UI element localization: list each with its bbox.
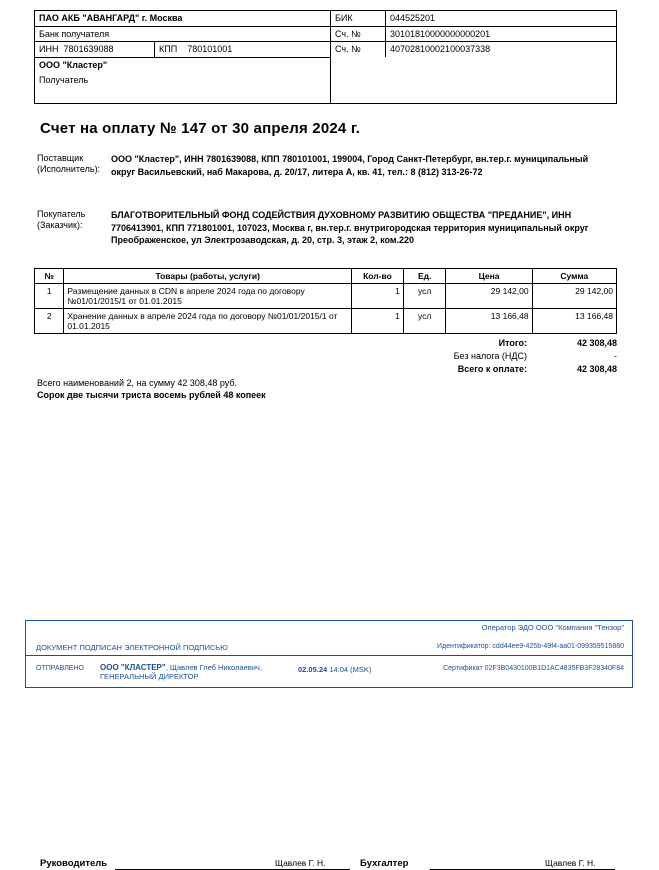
recipient-label: Получатель xyxy=(39,75,89,85)
payable-row xyxy=(277,363,617,376)
table-row xyxy=(35,309,617,334)
buyer-value: БЛАГОТВОРИТЕЛЬНЫЙ ФОНД СОДЕЙСТВИЯ ДУХОВНОМУ РАЗВИТИЮ ОБЩЕСТВА "ПРЕДАНИЕ", ИНН 7706413901, КПП 771801001, 107023, Москва г, вн.тер.г. внутригородская территория муниципальный округ Преображенское, ул Электрозаводская, д. 20, стр. 3, этаж 2, ком.220 xyxy=(111,210,589,245)
accountant-label: Бухгалтер xyxy=(360,858,409,869)
bank-details-block xyxy=(34,10,617,104)
account-value: 40702810002100037338 xyxy=(390,44,491,54)
payable-value: 42 308,48 xyxy=(576,364,617,374)
th-unit: Ед. xyxy=(403,269,446,284)
corr-account-label: Сч. № xyxy=(331,27,386,42)
cell-number: 1 xyxy=(35,284,64,309)
vat-value: - xyxy=(614,351,617,361)
cell-qty: 1 xyxy=(352,284,404,309)
director-label: Руководитель xyxy=(40,858,108,869)
stamp-date xyxy=(298,665,371,674)
th-price: Цена xyxy=(446,269,532,284)
total-row xyxy=(277,337,617,350)
page-title: Счет на оплату № 147 от 30 апреля 2024 г. xyxy=(40,120,361,137)
buyer-label-line1: Покупатель xyxy=(37,209,86,219)
stamp-certificate: Сертификат 02F3B0430100B1D1AC4835FB3F28340F84 xyxy=(443,665,624,672)
supplier-label-line1: Поставщик xyxy=(37,153,84,163)
vat-row xyxy=(277,350,617,363)
bik-value: 044525201 xyxy=(386,11,616,27)
table-row xyxy=(35,284,617,309)
inn-field xyxy=(35,42,155,57)
inn-label: ИНН xyxy=(39,44,59,54)
stamp-sender xyxy=(100,663,280,681)
supplier-row xyxy=(37,153,608,178)
total-label: Итого: xyxy=(498,338,527,348)
cell-unit: усл xyxy=(403,309,446,334)
recipient-name: ООО "Кластер" xyxy=(35,57,330,73)
cell-price: 29 142,00 xyxy=(446,284,532,309)
bank-label: Банк получателя xyxy=(35,27,330,42)
kpp-value: 780101001 xyxy=(187,44,233,54)
stamp-signed-text: ДОКУМЕНТ ПОДПИСАН ЭЛЕКТРОННОЙ ПОДПИСЬЮ xyxy=(36,643,228,652)
totals-block xyxy=(277,337,617,376)
bik-label: БИК xyxy=(331,11,386,27)
vat-label: Без налога (НДС) xyxy=(453,351,527,361)
th-goods: Товары (работы, услуги) xyxy=(64,269,352,284)
electronic-signature-stamp xyxy=(25,620,633,688)
cell-unit: усл xyxy=(403,284,446,309)
total-value: 42 308,48 xyxy=(576,338,617,348)
corr-account-value: 30101810000000000201 xyxy=(386,27,616,42)
director-name: Щавлев Г. Н. xyxy=(275,858,326,868)
stamp-sender-org: ООО "КЛАСТЕР" xyxy=(100,663,166,672)
buyer-label xyxy=(37,209,111,247)
cell-sum: 13 166,48 xyxy=(532,309,616,334)
stamp-identifier: Идентификатор: cdd44ee9-425b-49f4-aa01-099359515880 xyxy=(437,643,624,650)
stamp-time-value: 14:04 (MSK) xyxy=(329,665,372,674)
stamp-sent-label: ОТПРАВЛЕНО xyxy=(36,665,84,672)
summary-line-count: Всего наименований 2, на сумму 42 308,48 руб. xyxy=(37,378,238,388)
th-qty: Кол-во xyxy=(352,269,404,284)
kpp-field xyxy=(155,42,329,57)
stamp-date-value: 02.05.24 xyxy=(298,665,328,674)
supplier-value: ООО "Кластер", ИНН 7801639088, КПП 780101001, 199004, Город Санкт-Петербург, вн.тер.г. муниципальный округ Васильевский, наб Макарова, д. 20/17, литера А, кв. 41, тел.: 8 (812) 313-26-72 xyxy=(111,154,589,177)
supplier-label-line2: (Исполнитель): xyxy=(37,164,101,174)
payable-label: Всего к оплате: xyxy=(457,364,527,374)
items-table xyxy=(34,268,617,334)
stamp-operator: Оператор ЭДО ООО "Компания "Тензор" xyxy=(481,623,624,632)
cell-number: 2 xyxy=(35,309,64,334)
account-spacer xyxy=(331,57,616,103)
cell-goods: Хранение данных в апреле 2024 года по договору №01/01/2015/1 от 01.01.2015 xyxy=(64,309,352,334)
summary-line-words: Сорок две тысячи триста восемь рублей 48 копеек xyxy=(37,390,266,400)
cell-goods: Размещение данных в CDN в апреле 2024 года по договору №01/01/2015/1 от 01.01.2015 xyxy=(64,284,352,309)
bank-name: ПАО АКБ "АВАНГАРД" г. Москва xyxy=(35,11,330,27)
table-header-row xyxy=(35,269,617,284)
stamp-sender-person: , Щавлев Глеб Николаевич, ГЕНЕРАЛЬНЫЙ ДИРЕКТОР xyxy=(100,663,262,681)
stamp-divider xyxy=(26,655,632,656)
cell-price: 13 166,48 xyxy=(446,309,532,334)
account-label: Сч. № xyxy=(331,42,386,57)
buyer-label-line2: (Заказчик): xyxy=(37,220,83,230)
th-sum: Сумма xyxy=(532,269,616,284)
th-number: № xyxy=(35,269,64,284)
inn-value: 7801639088 xyxy=(63,44,114,54)
cell-qty: 1 xyxy=(352,309,404,334)
cell-sum: 29 142,00 xyxy=(532,284,616,309)
kpp-label: КПП xyxy=(159,44,178,54)
buyer-row xyxy=(37,209,608,247)
supplier-label xyxy=(37,153,111,178)
accountant-name: Щавлев Г. Н. xyxy=(545,858,596,868)
